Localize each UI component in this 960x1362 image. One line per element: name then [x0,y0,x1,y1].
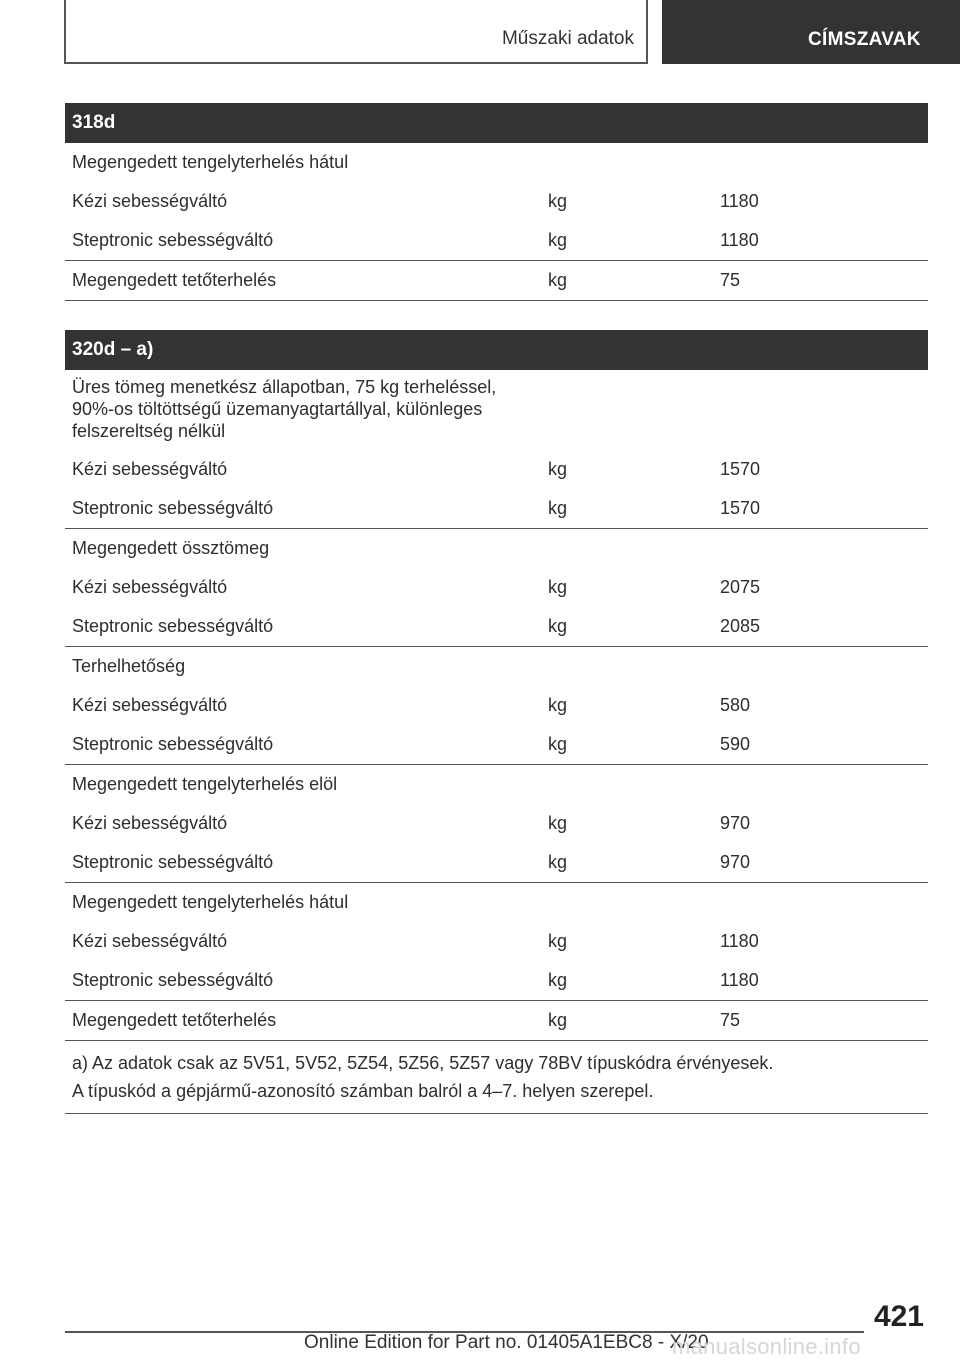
footnote-line: a) Az adatok csak az 5V51, 5V52, 5Z54, 5Z56, 5Z57 vagy 78BV típuskódra érvényesek. [72,1053,774,1073]
row-value [720,143,928,182]
table-row [65,221,928,261]
table-row [65,143,928,182]
row-label: Kézi sebességváltó [72,191,228,211]
table-row [65,725,928,765]
table-row [65,843,928,883]
row-unit: kg [548,616,568,636]
row-label: Steptronic sebességváltó [72,852,274,872]
row-value [720,529,928,568]
table-heading: 318d [65,103,928,143]
row-label: Megengedett tengelyterhelés hátul [72,892,349,912]
row-label: Megengedett tetőterhelés [72,270,277,290]
row-unit: kg [548,1010,568,1030]
row-label: Üres tömeg menetkész állapotban, 75 kg terheléssel, 90%-os töltöttségű üzemanyagtartállyal, különleges felszereltség nélkül [72,377,497,441]
row-label: Terhelhetőség [72,656,186,676]
row-label: Steptronic sebességváltó [72,230,274,250]
table-row [65,370,928,450]
footnote-line: A típuskód a gépjármű-azonosító számban balról a 4–7. helyen szerepel. [72,1081,654,1101]
spec-table-318d [65,103,928,301]
row-unit: kg [548,577,568,597]
table-row [65,529,928,568]
footer-edition: Online Edition for Part no. 01405A1EBC8 - X/20 [304,1332,709,1353]
row-label: Kézi sebességváltó [72,577,228,597]
row-value: 1180 [720,191,759,211]
table-row [65,1001,928,1041]
row-unit: kg [548,931,568,951]
row-label: Megengedett tengelyterhelés elöl [72,774,338,794]
table-row [65,450,928,489]
row-unit: kg [548,270,568,290]
row-label: Megengedett össztömeg [72,538,270,558]
table-row [65,568,928,607]
row-value [720,647,928,686]
row-label: Steptronic sebességváltó [72,970,274,990]
table-row [65,647,928,686]
spec-table-320d [65,330,928,1114]
row-label: Steptronic sebességváltó [72,734,274,754]
row-label: Kézi sebességváltó [72,459,228,479]
row-unit: kg [548,695,568,715]
row-unit [548,765,720,804]
table-row [65,883,928,922]
row-label: Megengedett tetőterhelés [72,1010,277,1030]
table-footnote [65,1041,928,1114]
table-heading: 320d – a) [65,330,928,370]
row-value: 75 [720,1010,741,1030]
row-value [720,883,928,922]
index-tab[interactable] [662,0,960,64]
row-label: Megengedett tengelyterhelés hátul [72,152,349,172]
row-value: 970 [720,813,751,833]
table-row [65,765,928,804]
row-value: 580 [720,695,751,715]
row-value: 1570 [720,498,761,518]
table-row [65,686,928,725]
row-label: Steptronic sebességváltó [72,498,274,518]
row-unit: kg [548,191,568,211]
row-value: 2085 [720,616,761,636]
row-value [720,376,928,442]
row-unit: kg [548,459,568,479]
page-number: 421 [873,1300,924,1333]
row-value: 590 [720,734,751,754]
row-value: 1180 [720,230,759,250]
row-unit: kg [548,813,568,833]
table-row [65,961,928,1001]
row-unit: kg [548,852,568,872]
row-value: 1180 [720,931,759,951]
row-unit [548,529,720,568]
table-row [65,182,928,221]
row-unit: kg [548,970,568,990]
section-title: Műszaki adatok [501,28,634,49]
row-value: 75 [720,270,741,290]
row-label: Steptronic sebességváltó [72,616,274,636]
index-tab-label: CÍMSZAVAK [808,29,921,50]
row-label: Kézi sebességváltó [72,931,228,951]
row-value [720,765,928,804]
table-row [65,261,928,301]
watermark: manualsonline.info [672,1334,861,1359]
table-row [65,922,928,961]
row-value: 1180 [720,970,759,990]
row-label: Kézi sebességváltó [72,813,228,833]
row-label: Kézi sebességváltó [72,695,228,715]
row-unit [548,883,720,922]
row-unit: kg [548,734,568,754]
row-value: 1570 [720,459,761,479]
row-unit [548,143,720,182]
row-unit: kg [548,230,568,250]
row-unit: kg [548,498,568,518]
row-value: 2075 [720,577,761,597]
table-row [65,489,928,529]
row-unit [548,647,720,686]
table-row [65,804,928,843]
row-unit [548,376,720,442]
table-row [65,607,928,647]
row-value: 970 [720,852,751,872]
